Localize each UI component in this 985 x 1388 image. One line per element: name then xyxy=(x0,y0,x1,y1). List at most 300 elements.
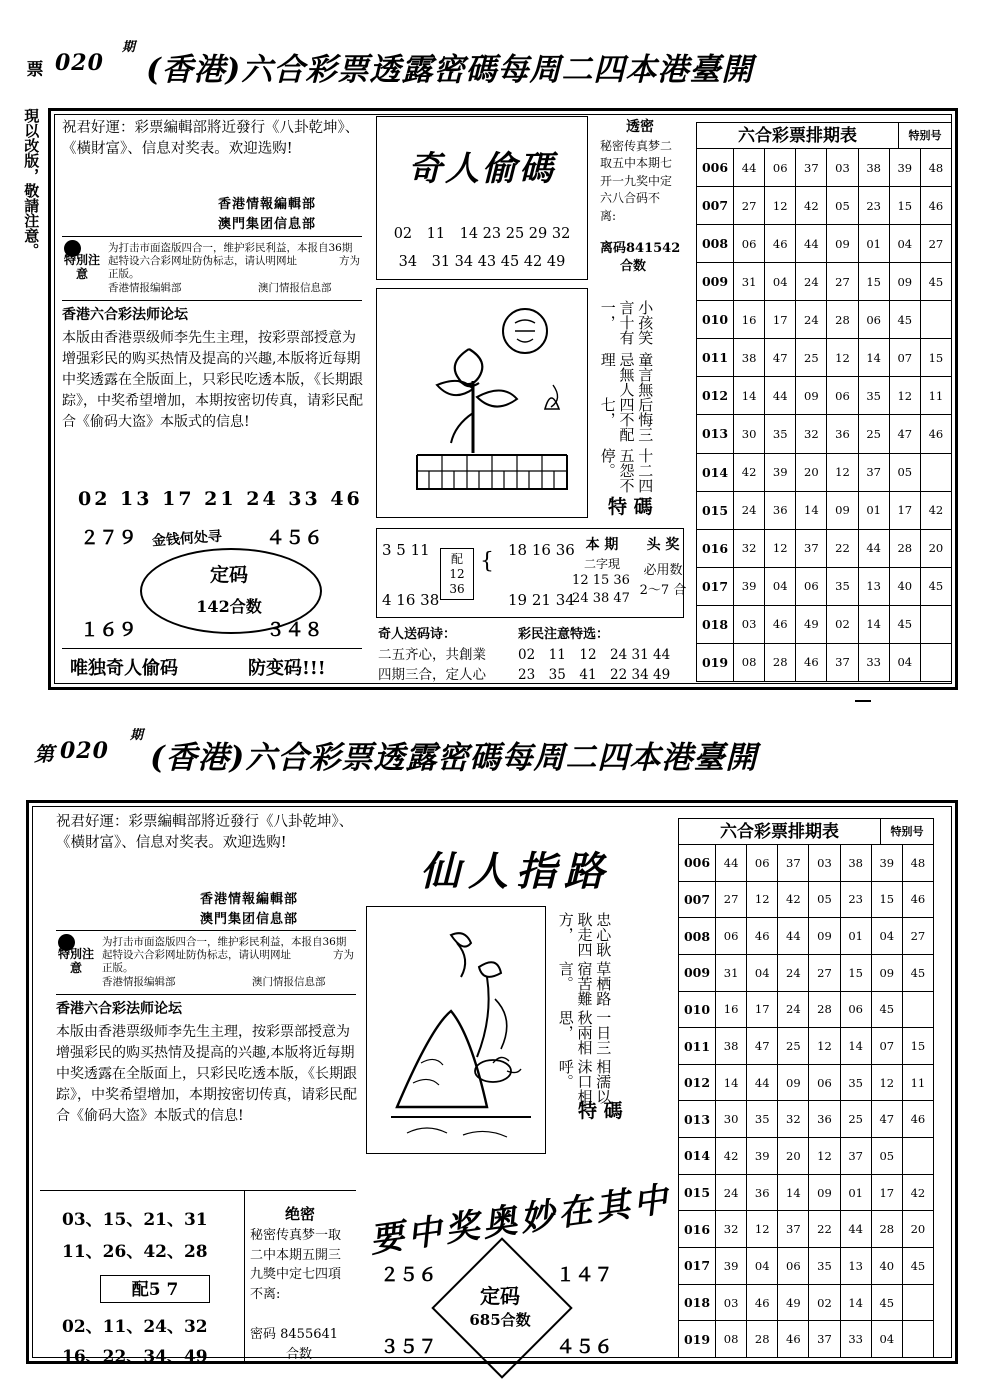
panel1-benqi-label: 本 期 xyxy=(585,537,619,553)
row-number-cell: 14 xyxy=(716,1064,747,1101)
row-issue-id: 011 xyxy=(697,339,734,377)
row-issue-id: 013 xyxy=(679,1101,716,1138)
row-number-cell: 24 xyxy=(778,991,809,1028)
row-number-cell: 44 xyxy=(734,149,765,187)
panel1-touj-label: 头 奖 xyxy=(646,537,680,553)
row-special-cell: 45 xyxy=(902,954,933,991)
panel1-side-title: 透密 xyxy=(626,119,654,135)
row-number-cell: 02 xyxy=(809,1284,840,1321)
row-number-cell: 04 xyxy=(765,263,796,301)
panel2-stamp-mo: 澳門集团信息部 xyxy=(200,912,299,927)
row-number-cell: 36 xyxy=(765,491,796,529)
row-number-cell: 24 xyxy=(778,954,809,991)
row-number-cell: 27 xyxy=(827,263,858,301)
row-number-cell: 45 xyxy=(889,301,920,339)
row-number-cell: 38 xyxy=(840,845,871,882)
row-number-cell: 04 xyxy=(765,567,796,605)
row-number-cell: 03 xyxy=(734,605,765,643)
row-number-cell: 04 xyxy=(871,1321,902,1358)
row-number-cell: 38 xyxy=(716,1028,747,1065)
row-issue-id: 012 xyxy=(679,1064,716,1101)
panel1-sched-title: 六合彩票排期表 xyxy=(697,123,899,149)
row-number-cell: 02 xyxy=(827,605,858,643)
row-number-cell: 39 xyxy=(871,845,902,882)
row-number-cell: 31 xyxy=(734,263,765,301)
row-number-cell: 01 xyxy=(858,491,889,529)
panel2-arrow-bl: ３５７ xyxy=(380,1336,438,1358)
panel1-art-nums-2: 34 31 34 43 45 42 49 xyxy=(398,254,566,270)
table-row xyxy=(679,918,934,955)
panel1-arc-text: 金钱何处寻 xyxy=(151,528,223,550)
panel2-poem-line-1: 忠心耿耿走四方， xyxy=(556,912,613,957)
row-special-cell: 45 xyxy=(902,1248,933,1285)
row-issue-id: 015 xyxy=(697,491,734,529)
row-issue-id: 016 xyxy=(679,1211,716,1248)
row-number-cell: 20 xyxy=(796,453,827,491)
row-number-cell: 39 xyxy=(734,567,765,605)
row-number-cell: 40 xyxy=(871,1248,902,1285)
row-number-cell: 44 xyxy=(747,1064,778,1101)
row-special-cell: 27 xyxy=(902,918,933,955)
panel1-side-code2: 合数 xyxy=(620,259,647,274)
row-number-cell: 12 xyxy=(765,529,796,567)
row-special-cell: 46 xyxy=(920,415,951,453)
panel-divider-dash xyxy=(855,700,871,702)
row-number-cell: 42 xyxy=(734,453,765,491)
panel1-art-nums-1: 02 11 14 23 25 29 32 xyxy=(393,226,571,242)
row-number-cell: 36 xyxy=(827,415,858,453)
panel1-pick-l1: 02 11 12 24 31 44 xyxy=(518,647,671,663)
row-number-cell: 04 xyxy=(747,1248,778,1285)
panel2-secret-title: 绝密 xyxy=(284,1205,315,1223)
panel1-sched-table-wrap xyxy=(696,148,952,682)
panel1-pick-title: 彩民注意特选： xyxy=(518,627,610,642)
table-row xyxy=(679,845,934,882)
row-number-cell: 28 xyxy=(747,1321,778,1358)
row-special-cell xyxy=(902,1321,933,1358)
row-number-cell: 42 xyxy=(778,881,809,918)
row-number-cell: 46 xyxy=(747,918,778,955)
panel1-pick-l2: 23 35 41 22 34 49 xyxy=(518,667,671,683)
panel1-illustration-svg xyxy=(377,289,588,518)
panel1-benqi-1: 二字現 xyxy=(583,557,620,571)
row-number-cell: 06 xyxy=(778,1248,809,1285)
row-number-cell: 46 xyxy=(765,605,796,643)
row-number-cell: 05 xyxy=(871,1138,902,1175)
row-number-cell: 14 xyxy=(858,339,889,377)
row-special-cell: 45 xyxy=(920,263,951,301)
row-number-cell: 38 xyxy=(734,339,765,377)
panel2-pei-box: 配5 7 xyxy=(100,1275,210,1303)
panel2-arrow-tl: ２５６ xyxy=(380,1264,438,1286)
row-issue-id: 018 xyxy=(697,605,734,643)
panel2-forum-title: 香港六合彩法师论坛 xyxy=(56,1001,182,1017)
row-number-cell: 12 xyxy=(827,453,858,491)
panel1-masthead-title: (香港)六合彩票透露密碼每周二四本港臺開 xyxy=(146,52,754,88)
panel1-footer-right: 防变码!!! xyxy=(248,658,326,679)
row-number-cell: 14 xyxy=(840,1028,871,1065)
panel2-poem-line-3: 一日三秋兩相思， xyxy=(556,1010,613,1055)
panel2-secret-code2: 合数 xyxy=(286,1347,313,1362)
row-number-cell: 46 xyxy=(796,643,827,681)
row-number-cell: 27 xyxy=(809,954,840,991)
row-number-cell: 45 xyxy=(871,991,902,1028)
table-row xyxy=(679,991,934,1028)
panel2-masthead-title: (香港)六合彩票透露密碼每周二四本港臺開 xyxy=(150,740,758,776)
row-issue-id: 009 xyxy=(697,263,734,301)
row-number-cell: 12 xyxy=(765,187,796,225)
row-number-cell: 13 xyxy=(840,1248,871,1285)
panel1-main-numbers: 02 13 17 21 24 33 46 xyxy=(78,488,363,510)
row-issue-id: 012 xyxy=(697,377,734,415)
table-row xyxy=(679,1138,934,1175)
panel1-ding-ma-ellipse xyxy=(140,548,322,634)
panel1-warn-foot-right: 澳门情报信息部 xyxy=(258,282,332,294)
panel1-greeting: 祝君好運：彩票編輯部將近發行《八卦乾坤》、《橫財富》、信息对奖表。欢迎选购! xyxy=(62,120,360,157)
row-number-cell: 05 xyxy=(809,881,840,918)
panel1-benqi-3: 24 38 47 xyxy=(572,591,630,606)
row-number-cell: 28 xyxy=(827,301,858,339)
panel1-forum-title: 香港六合彩法师论坛 xyxy=(62,307,188,323)
panel2-illustration xyxy=(366,906,546,1154)
row-number-cell: 05 xyxy=(889,453,920,491)
row-special-cell: 48 xyxy=(902,845,933,882)
panel1-poem-line-1: 小孩笑言十有一， xyxy=(598,300,655,345)
panel2-diamond-label: 定码 xyxy=(480,1284,520,1308)
row-number-cell: 16 xyxy=(716,991,747,1028)
row-special-cell: 46 xyxy=(902,881,933,918)
panel1-ellipse-sub: 142合数 xyxy=(196,597,262,616)
row-number-cell: 39 xyxy=(716,1248,747,1285)
row-number-cell: 14 xyxy=(778,1174,809,1211)
panel1-issue-number: 020 xyxy=(55,50,104,76)
row-number-cell: 32 xyxy=(716,1211,747,1248)
row-number-cell: 46 xyxy=(747,1284,778,1321)
row-number-cell: 04 xyxy=(889,643,920,681)
row-special-cell: 48 xyxy=(920,149,951,187)
row-number-cell: 47 xyxy=(765,339,796,377)
row-issue-id: 010 xyxy=(697,301,734,339)
row-number-cell: 32 xyxy=(778,1101,809,1138)
row-number-cell: 24 xyxy=(796,263,827,301)
row-number-cell: 12 xyxy=(809,1028,840,1065)
row-number-cell: 31 xyxy=(716,954,747,991)
row-number-cell: 12 xyxy=(747,1211,778,1248)
row-number-cell: 37 xyxy=(809,1321,840,1358)
row-number-cell: 30 xyxy=(716,1101,747,1138)
row-number-cell: 35 xyxy=(809,1248,840,1285)
row-special-cell: 46 xyxy=(902,1101,933,1138)
panel1-arrow-tl: ２７９ xyxy=(80,527,138,549)
panel1-bottom-left-1: 3 5 11 xyxy=(382,541,430,559)
panel2-sched-table-wrap xyxy=(678,844,934,1358)
row-issue-id: 015 xyxy=(679,1174,716,1211)
table-row xyxy=(697,415,952,453)
panel1-arrow-tr: ４５６ xyxy=(266,527,324,549)
panel2-poem-line-4: 相濡以沫口相呼。 xyxy=(556,1059,613,1104)
panel1-poem-line-3: 后悔三四不配七， xyxy=(598,396,655,442)
row-issue-id: 017 xyxy=(679,1248,716,1285)
panel2-warn-foot-left: 香港情报编辑部 xyxy=(102,976,176,988)
row-issue-id: 016 xyxy=(697,529,734,567)
panel1-touj-2: 2～7 合 xyxy=(639,583,687,598)
row-number-cell: 01 xyxy=(840,918,871,955)
row-number-cell: 03 xyxy=(827,149,858,187)
row-special-cell: 15 xyxy=(920,339,951,377)
table-row xyxy=(679,1211,934,1248)
panel1-left-vertical-note: 現以改版，敬請注意。 xyxy=(22,108,41,258)
panel1-warn-foot-left: 香港情报编辑部 xyxy=(108,282,182,294)
table-row xyxy=(697,339,952,377)
row-special-cell: 42 xyxy=(920,491,951,529)
row-number-cell: 03 xyxy=(716,1284,747,1321)
table-row xyxy=(679,1174,934,1211)
panel2-sched-header xyxy=(678,818,934,844)
row-number-cell: 25 xyxy=(840,1101,871,1138)
table-row xyxy=(697,529,952,567)
row-number-cell: 23 xyxy=(840,881,871,918)
row-number-cell: 39 xyxy=(747,1138,778,1175)
row-issue-id: 007 xyxy=(697,187,734,225)
panel1-side-text: 秘密传真梦二取五中本期七开一九奖中定六八合码不离: xyxy=(600,139,673,223)
row-number-cell: 15 xyxy=(889,187,920,225)
row-number-cell: 13 xyxy=(858,567,889,605)
panel2-sched-table xyxy=(678,844,934,1358)
panel1-poem-l1: 二五齐心，共創業 xyxy=(378,647,486,663)
row-number-cell: 32 xyxy=(796,415,827,453)
row-number-cell: 30 xyxy=(734,415,765,453)
row-number-cell: 37 xyxy=(827,643,858,681)
row-number-cell: 06 xyxy=(734,225,765,263)
row-number-cell: 47 xyxy=(889,415,920,453)
panel2-secret-code: 密码 8455641 xyxy=(250,1327,339,1342)
panel1-sched-header xyxy=(696,122,952,148)
row-special-cell xyxy=(902,1284,933,1321)
row-special-cell: 15 xyxy=(902,1028,933,1065)
row-number-cell: 36 xyxy=(809,1101,840,1138)
panel1-footer-left: 唯独奇人偷码 xyxy=(70,658,178,679)
panel1-touj-1: 必用数 xyxy=(643,563,683,578)
panel2-arrow-br: ４５６ xyxy=(556,1336,614,1358)
row-issue-id: 018 xyxy=(679,1284,716,1321)
row-number-cell: 36 xyxy=(747,1174,778,1211)
row-special-cell: 27 xyxy=(920,225,951,263)
table-row xyxy=(679,954,934,991)
row-issue-id: 014 xyxy=(697,453,734,491)
row-special-cell: 11 xyxy=(920,377,951,415)
row-special-cell xyxy=(920,605,951,643)
panel1-pei-box: 配 12 36 xyxy=(440,548,474,600)
panel2-poem-line-2: 草栖路宿苦難言。 xyxy=(556,961,613,1006)
table-row xyxy=(697,643,952,681)
table-row xyxy=(697,263,952,301)
row-issue-id: 008 xyxy=(679,918,716,955)
panel1-stamp-hk: 香港情報編輯部 xyxy=(218,197,317,212)
panel2-brush-text: 要中奖奥妙在其中 xyxy=(367,1179,674,1261)
row-number-cell: 46 xyxy=(765,225,796,263)
panel1-poem-title: 奇人送码诗： xyxy=(378,627,457,642)
row-number-cell: 12 xyxy=(889,377,920,415)
panel1-ellipse-label: 定码 xyxy=(209,564,248,586)
row-issue-id: 019 xyxy=(697,643,734,681)
panel1-side-code: 离码841542 xyxy=(600,241,681,256)
row-number-cell: 35 xyxy=(747,1101,778,1138)
row-number-cell: 37 xyxy=(840,1138,871,1175)
panel2-warn-label: 特別注意 xyxy=(57,947,94,975)
row-number-cell: 05 xyxy=(827,187,858,225)
panel1-bottom-right-1: 18 16 36 xyxy=(508,541,575,559)
row-number-cell: 09 xyxy=(778,1064,809,1101)
row-special-cell xyxy=(920,301,951,339)
row-number-cell: 42 xyxy=(796,187,827,225)
panel2-num-l3: 02、11、24、32 xyxy=(62,1317,208,1337)
row-number-cell: 42 xyxy=(716,1138,747,1175)
row-number-cell: 37 xyxy=(796,149,827,187)
row-special-cell xyxy=(902,1138,933,1175)
table-row xyxy=(679,1248,934,1285)
row-issue-id: 013 xyxy=(697,415,734,453)
panel2-temu-label: 特 碼 xyxy=(578,1100,623,1122)
table-row xyxy=(697,225,952,263)
row-number-cell: 40 xyxy=(889,567,920,605)
row-number-cell: 32 xyxy=(734,529,765,567)
row-number-cell: 15 xyxy=(858,263,889,301)
row-number-cell: 35 xyxy=(765,415,796,453)
row-issue-id: 007 xyxy=(679,881,716,918)
row-number-cell: 28 xyxy=(889,529,920,567)
row-special-cell xyxy=(920,453,951,491)
row-number-cell: 24 xyxy=(796,301,827,339)
row-number-cell: 37 xyxy=(778,845,809,882)
panel1-poem-line-2: 童言無忌無人理 xyxy=(598,351,655,397)
row-number-cell: 46 xyxy=(778,1321,809,1358)
row-number-cell: 33 xyxy=(840,1321,871,1358)
table-row xyxy=(679,1064,934,1101)
row-number-cell: 06 xyxy=(840,991,871,1028)
row-number-cell: 06 xyxy=(716,918,747,955)
row-number-cell: 14 xyxy=(734,377,765,415)
row-number-cell: 49 xyxy=(796,605,827,643)
row-special-cell xyxy=(920,643,951,681)
panel2-issue-number: 020 xyxy=(60,738,109,764)
panel2-arrow-tr: １４７ xyxy=(556,1264,614,1286)
row-number-cell: 15 xyxy=(871,881,902,918)
table-row xyxy=(697,605,952,643)
table-row xyxy=(697,491,952,529)
panel1-poem-line-4: 十二四五怨不停。 xyxy=(598,448,655,494)
panel1-sched-table xyxy=(696,148,952,682)
row-issue-id: 006 xyxy=(697,149,734,187)
row-number-cell: 35 xyxy=(827,567,858,605)
row-number-cell: 04 xyxy=(889,225,920,263)
row-number-cell: 14 xyxy=(796,491,827,529)
row-special-cell: 45 xyxy=(920,567,951,605)
panel1-poem xyxy=(598,300,654,500)
row-number-cell: 08 xyxy=(716,1321,747,1358)
row-number-cell: 24 xyxy=(716,1174,747,1211)
panel1-left-vertical-top: 票 xyxy=(22,60,43,77)
row-number-cell: 25 xyxy=(858,415,889,453)
row-number-cell: 01 xyxy=(858,225,889,263)
row-issue-id: 010 xyxy=(679,991,716,1028)
panel2-stamp-hk: 香港情報編輯部 xyxy=(200,892,299,907)
row-number-cell: 12 xyxy=(747,881,778,918)
row-number-cell: 25 xyxy=(796,339,827,377)
row-number-cell: 47 xyxy=(747,1028,778,1065)
row-special-cell xyxy=(902,991,933,1028)
row-number-cell: 22 xyxy=(827,529,858,567)
row-number-cell: 09 xyxy=(827,491,858,529)
panel2-secret-text: 秘密传真梦一取二中本期五開三九獎中定七四項不离: xyxy=(250,1228,342,1302)
row-number-cell: 17 xyxy=(765,301,796,339)
row-special-cell: 20 xyxy=(920,529,951,567)
row-number-cell: 12 xyxy=(871,1064,902,1101)
row-number-cell: 37 xyxy=(796,529,827,567)
row-issue-id: 019 xyxy=(679,1321,716,1358)
row-number-cell: 12 xyxy=(827,339,858,377)
row-number-cell: 49 xyxy=(778,1284,809,1321)
panel2-sched-title: 六合彩票排期表 xyxy=(679,819,881,845)
row-number-cell: 09 xyxy=(809,1174,840,1211)
table-row xyxy=(679,1101,934,1138)
row-number-cell: 08 xyxy=(734,643,765,681)
panel1-sched-special: 特别号 xyxy=(908,129,942,142)
row-number-cell: 45 xyxy=(871,1284,902,1321)
panel1-bottom-right-2: 19 21 34 xyxy=(508,591,575,609)
row-number-cell: 03 xyxy=(809,845,840,882)
row-number-cell: 35 xyxy=(840,1064,871,1101)
row-number-cell: 39 xyxy=(889,149,920,187)
row-number-cell: 25 xyxy=(778,1028,809,1065)
table-row xyxy=(697,453,952,491)
row-number-cell: 06 xyxy=(747,845,778,882)
table-row xyxy=(679,881,934,918)
row-number-cell: 28 xyxy=(765,643,796,681)
panel2-sched-special: 特别号 xyxy=(890,825,924,838)
row-number-cell: 07 xyxy=(889,339,920,377)
panel2-greeting: 祝君好運：彩票編輯部將近發行《八卦乾坤》、《橫財富》、信息对奖表。欢迎选购! xyxy=(56,814,354,851)
panel2-diamond-sub: 685合数 xyxy=(469,1311,531,1329)
row-number-cell: 45 xyxy=(889,605,920,643)
row-number-cell: 06 xyxy=(858,301,889,339)
panel1-stamp-mo: 澳門集团信息部 xyxy=(218,217,317,232)
panel2-num-l2: 11、26、42、28 xyxy=(62,1242,208,1262)
row-number-cell: 01 xyxy=(840,1174,871,1211)
row-issue-id: 014 xyxy=(679,1138,716,1175)
row-number-cell: 47 xyxy=(871,1101,902,1138)
row-number-cell: 09 xyxy=(889,263,920,301)
table-row xyxy=(679,1284,934,1321)
panel2-prefix: 第 xyxy=(34,742,55,766)
row-number-cell: 22 xyxy=(809,1211,840,1248)
row-number-cell: 14 xyxy=(858,605,889,643)
row-number-cell: 23 xyxy=(858,187,889,225)
row-number-cell: 24 xyxy=(734,491,765,529)
row-number-cell: 06 xyxy=(765,149,796,187)
row-number-cell: 09 xyxy=(796,377,827,415)
table-row xyxy=(697,301,952,339)
row-special-cell: 20 xyxy=(902,1211,933,1248)
panel1-warn-label: 特別注意 xyxy=(63,253,100,281)
row-number-cell: 09 xyxy=(871,954,902,991)
panel2-num-l4: 16、22、34、49 xyxy=(62,1347,208,1367)
panel1-temu-label: 特 碼 xyxy=(608,496,653,518)
row-number-cell: 07 xyxy=(871,1028,902,1065)
panel2-issue-qi: 期 xyxy=(130,728,145,743)
row-number-cell: 14 xyxy=(840,1284,871,1321)
row-number-cell: 39 xyxy=(765,453,796,491)
panel2-art-title: 仙人指路 xyxy=(420,848,612,895)
